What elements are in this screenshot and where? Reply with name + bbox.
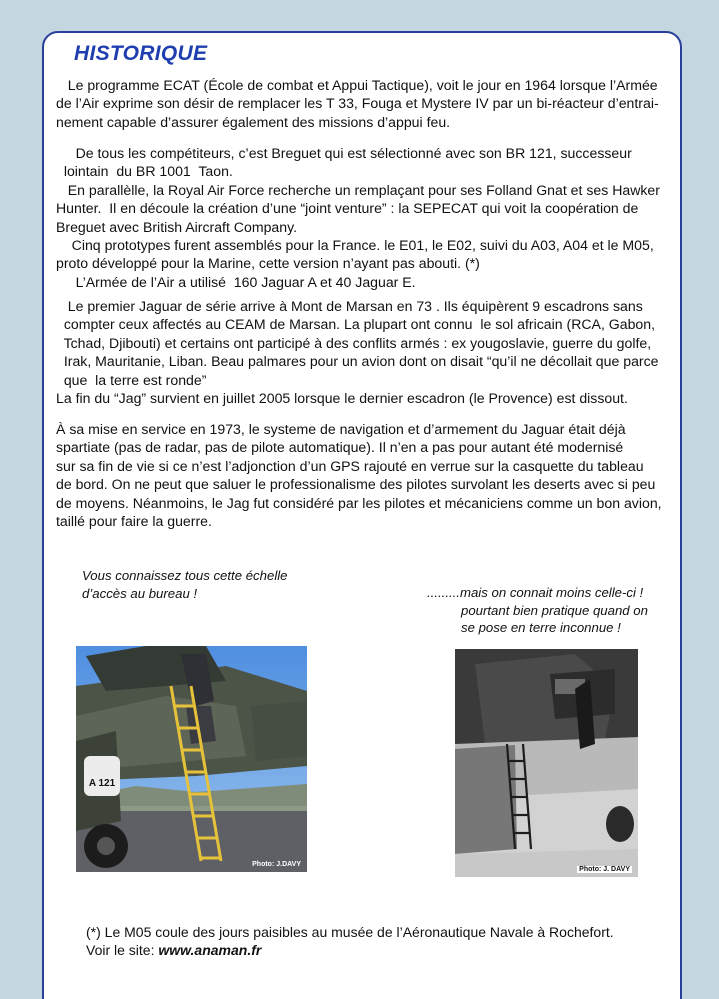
footer-line: (*) Le M05 coule des jours paisibles au musée de l’Aéronautique Navale à Rochefort.	[86, 924, 614, 940]
jaguar-ladder-illustration	[76, 646, 307, 872]
text-line: spartiate (pas de radar, pas de pilote automatique). Il n’en a pas pour autant été modernisé	[56, 439, 624, 456]
text-line: de l’Air exprime son désir de remplacer les T 33, Fouga et Mystere IV par un bi-réacteur d’entrai-	[56, 95, 659, 112]
photo-credit-right: Photo: J. DAVY	[579, 866, 630, 873]
caption-line: pourtant bien pratique quand on	[461, 602, 648, 618]
paragraph-ecat-program	[56, 76, 676, 131]
text-line: taillé pour faire la guerre.	[56, 513, 212, 530]
text-line: Tchad, Djibouti) et certains ont participé à des conflits armés : ex yougoslavie, guerre du golfe,	[56, 334, 652, 351]
caption-left	[82, 567, 288, 602]
text-line: La fin du “Jag” survient en juillet 2005 lorsque le dernier escadron (le Provence) est dissout.	[56, 390, 628, 407]
text-line: de moyens. Néanmoins, le Jag fut considéré par les pilotes et mécaniciens comme un bon avion,	[56, 494, 662, 511]
paragraph-breguet-sepecat	[56, 144, 676, 291]
text-line: Breguet avec British Aircraft Company.	[56, 218, 297, 235]
footer-note	[86, 923, 614, 959]
text-line: Le programme ECAT (École de combat et Appui Tactique), voit le jour en 1964 lorsque l’Armée	[56, 77, 658, 93]
text-line: L’Armée de l’Air a utilisé 160 Jaguar A et 40 Jaguar E.	[56, 273, 416, 290]
caption-line: Vous connaissez tous cette échelle	[82, 568, 288, 583]
footer-site-line	[86, 941, 614, 959]
text-line: que la terre est ronde”	[56, 371, 207, 388]
text-line: Hunter. Il en découle la création d’une “joint venture” : la SEPECAT qui voit la coopération de	[56, 200, 639, 217]
text-line: Irak, Mauritanie, Liban. Beau palmares pour un avion dont on disait “qu’il ne décollait que parce	[56, 353, 659, 370]
text-line: De tous les compétiteurs, c’est Breguet qui est sélectionné avec son BR 121, successeur	[56, 145, 632, 161]
website-link[interactable]: www.anaman.fr	[158, 942, 262, 958]
text-line: sur sa fin de vie si ce n’est l’adjonction d’un GPS rajouté en verrue sur la casquette du tableau	[56, 457, 644, 474]
text-line: nement capable d’assurer également des missions d’appui feu.	[56, 113, 451, 130]
caption-line: .........mais on connait moins celle-ci !	[427, 585, 644, 600]
text-line: proto développé pour la Marine, cette version n’ayant pas abouti. (*)	[56, 255, 480, 272]
paragraph-service-history	[56, 297, 676, 407]
tail-code: A 121	[88, 778, 116, 789]
text-line: de bord. On ne peut que saluer le professionalisme des pilotes survolant les deserts avec si peu	[56, 476, 656, 493]
alternate-ladder-illustration	[455, 649, 638, 877]
text-line: À sa mise en service en 1973, le systeme de navigation et d’armement du Jaguar était déjà	[56, 421, 626, 437]
photo-jaguar-alternate-ladder	[455, 649, 638, 877]
text-line: En parallèlle, la Royal Air Force recherche un remplaçant pour ses Folland Gnat et ses Hawker	[56, 181, 660, 198]
text-line: Cinq prototypes furent assemblés pour la France. le E01, le E02, suivi du A03, A04 et le M05,	[56, 237, 654, 254]
footer-site-prefix: Voir le site:	[86, 942, 159, 958]
photo-jaguar-cockpit-ladder	[76, 646, 307, 872]
photo-credit-left: Photo: J.DAVY	[252, 861, 301, 868]
text-line: lointain du BR 1001 Taon.	[56, 163, 233, 180]
text-line: compter ceux affectés au CEAM de Marsan. La plupart ont connu le sol africain (RCA, Gabon,	[56, 316, 656, 333]
paragraph-navigation-system	[56, 420, 676, 530]
caption-right	[427, 584, 648, 637]
text-line: Le premier Jaguar de série arrive à Mont de Marsan en 73 . Ils équipèrent 9 escadrons sans	[56, 298, 643, 314]
caption-line: se pose en terre inconnue !	[461, 620, 621, 636]
caption-line: d’accès au bureau !	[82, 585, 198, 601]
page-title: HISTORIQUE	[74, 42, 208, 65]
